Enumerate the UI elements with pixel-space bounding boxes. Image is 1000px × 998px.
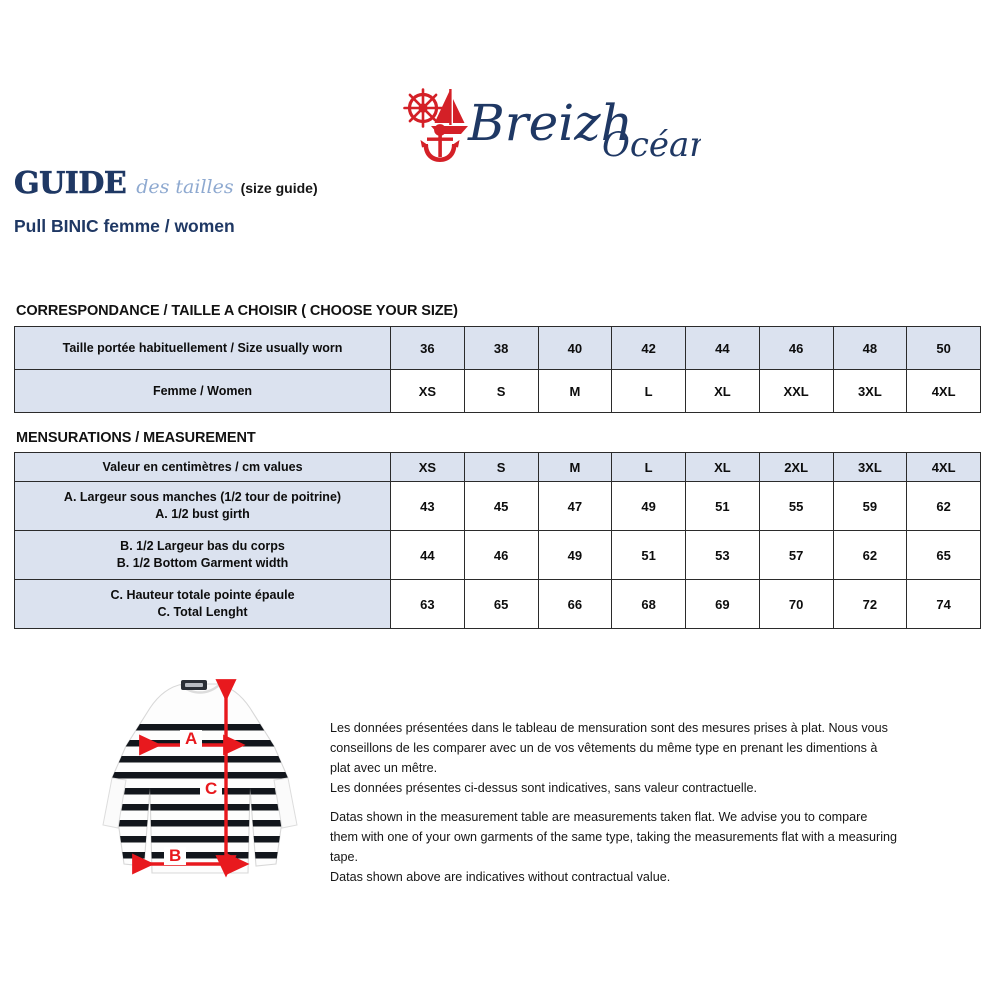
size-header-cell: S xyxy=(464,453,538,482)
size-header-cell: 2XL xyxy=(759,453,833,482)
table-cell: L xyxy=(612,370,686,413)
note-french: Les données présentées dans le tableau de mensuration sont des mesures prises à plat. Nous vous conseillons de les comparer avec un de vos vêtements du même type en prenant les dimentions à plat avec un mêtre. Les données présentes ci-dessus sont indicatives, sans valeur contractuelle. xyxy=(330,721,888,795)
table-cell: 53 xyxy=(686,531,760,580)
mensurations-caption: MENSURATIONS / MEASUREMENT xyxy=(16,430,256,446)
marker-b-label: B xyxy=(169,846,182,865)
table-cell: 48 xyxy=(833,327,907,370)
table-row xyxy=(15,327,981,370)
size-header-cell: 4XL xyxy=(907,453,981,482)
correspondance-caption: CORRESPONDANCE / TAILLE A CHOISIR ( CHOOSE YOUR SIZE) xyxy=(16,303,458,319)
size-header-cell: 3XL xyxy=(833,453,907,482)
table-cell: 38 xyxy=(464,327,538,370)
table-cell: 57 xyxy=(759,531,833,580)
table-header-row xyxy=(15,453,981,482)
page-subtitle: Pull BINIC femme / women xyxy=(14,216,235,236)
table-cell: 51 xyxy=(686,482,760,531)
measurement-label-fr: B. 1/2 Largeur bas du corps xyxy=(120,539,285,554)
table-cell: 70 xyxy=(759,580,833,629)
table-cell: 49 xyxy=(538,531,612,580)
brand-wordmark xyxy=(466,84,701,164)
table-cell: 46 xyxy=(759,327,833,370)
table-cell: 72 xyxy=(833,580,907,629)
table-cell: 3XL xyxy=(833,370,907,413)
table-cell: 62 xyxy=(907,482,981,531)
table-cell: S xyxy=(464,370,538,413)
size-header-cell: M xyxy=(538,453,612,482)
title-guide: GUIDE xyxy=(14,166,127,201)
table-cell: 44 xyxy=(686,327,760,370)
table-cell: 59 xyxy=(833,482,907,531)
table-cell: 47 xyxy=(538,482,612,531)
header-label: Valeur en centimètres / cm values xyxy=(15,453,391,482)
measurement-label xyxy=(15,531,391,580)
title-des-tailles: des tailles xyxy=(136,176,234,198)
table-cell: 4XL xyxy=(907,370,981,413)
brand-logo xyxy=(398,84,701,166)
table-cell: 65 xyxy=(907,531,981,580)
table-cell: 50 xyxy=(907,327,981,370)
title-size-guide: (size guide) xyxy=(240,180,318,196)
table-cell: M xyxy=(538,370,612,413)
table-cell: 51 xyxy=(612,531,686,580)
table-cell: 74 xyxy=(907,580,981,629)
mensurations-table-body xyxy=(15,453,981,629)
table-cell: 46 xyxy=(464,531,538,580)
note-english: Datas shown in the measurement table are measurements taken flat. We advise you to compare them with one of your own garments of the same type, taking the measurements flat with a measuring tape. Datas shown above are indicatives without contractual value. xyxy=(330,810,898,884)
size-header-cell: XS xyxy=(391,453,465,482)
table-cell: 49 xyxy=(612,482,686,531)
table-cell: 65 xyxy=(464,580,538,629)
measurement-label xyxy=(15,580,391,629)
table-cell: 44 xyxy=(391,531,465,580)
marker-a-label: A xyxy=(185,729,198,748)
table-cell: 62 xyxy=(833,531,907,580)
table-cell: 40 xyxy=(538,327,612,370)
table-cell: 55 xyxy=(759,482,833,531)
table-cell: 66 xyxy=(538,580,612,629)
measurement-label-fr: C. Hauteur totale pointe épaule xyxy=(110,588,295,603)
row-label: Femme / Women xyxy=(15,370,391,413)
table-row xyxy=(15,370,981,413)
size-header-cell: XL xyxy=(686,453,760,482)
measurement-label-fr: A. Largeur sous manches (1/2 tour de poitrine) xyxy=(63,490,342,505)
brand-emblem xyxy=(398,86,472,164)
mensurations-table xyxy=(14,452,981,629)
measurement-label xyxy=(15,482,391,531)
table-cell: 36 xyxy=(391,327,465,370)
measurement-label-en: A. 1/2 bust girth xyxy=(155,507,250,521)
correspondance-table-body xyxy=(15,327,981,413)
table-row xyxy=(15,482,981,531)
row-label: Taille portée habituellement / Size usually worn xyxy=(15,327,391,370)
table-cell: 68 xyxy=(612,580,686,629)
correspondance-table xyxy=(14,326,981,413)
marker-c-label: C xyxy=(205,779,218,798)
brand-name-breizh: Breizh xyxy=(468,94,633,152)
table-cell: 43 xyxy=(391,482,465,531)
table-cell: 69 xyxy=(686,580,760,629)
sweater-illustration xyxy=(88,668,312,900)
page-title xyxy=(14,166,318,202)
measurement-label-en: C. Total Lenght xyxy=(157,605,248,619)
table-cell: 42 xyxy=(612,327,686,370)
brand-name-ocean: Océan xyxy=(602,125,701,164)
table-cell: XXL xyxy=(759,370,833,413)
table-cell: XL xyxy=(686,370,760,413)
table-row xyxy=(15,531,981,580)
table-cell: 45 xyxy=(464,482,538,531)
size-header-cell: L xyxy=(612,453,686,482)
table-cell: XS xyxy=(391,370,465,413)
table-cell: 63 xyxy=(391,580,465,629)
table-row xyxy=(15,580,981,629)
measurement-label-en: B. 1/2 Bottom Garment width xyxy=(116,556,289,570)
